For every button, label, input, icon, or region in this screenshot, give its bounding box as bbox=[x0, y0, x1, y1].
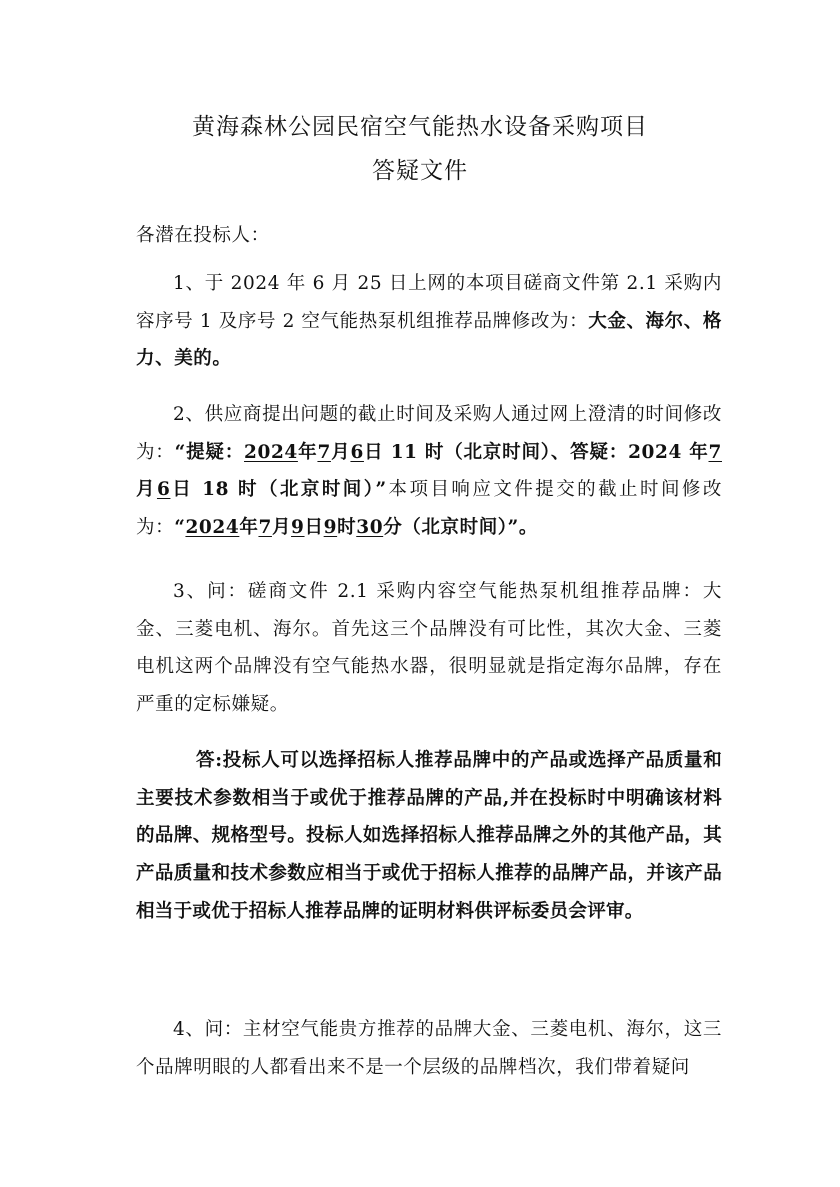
salutation: 各潜在投标人： bbox=[136, 225, 270, 246]
paragraph-3-answer: 答:投标人可以选择招标人推荐品牌中的产品或选择产品质量和主要技术参数相当于或优于推荐品牌的产品,并在投标时中明确该材料的品牌、规格型号。投标人如选择招标人推荐品牌之外的其他产品，其产品质量和技术参数应相当于或优于招标人推荐的品牌产品，并该产品相当于或优于招标人推荐品牌的证明材料供评标委员会评审。 bbox=[136, 750, 722, 922]
paragraph-3-question: 3、问：磋商文件 2.1 采购内容空气能热泵机组推荐品牌：大金、三菱电机、海尔。首先这三个品牌没有可比性，其次大金、三菱电机这两个品牌没有空气能热水器，很明显就是指定海尔品牌，存在严重的定标嫌疑。 bbox=[136, 581, 722, 716]
document-subtitle: 答疑文件 bbox=[372, 158, 468, 184]
paragraph-4-question: 4、问：主材空气能贵方推荐的品牌大金、三菱电机、海尔，这三个品牌明眼的人都看出来不是一个层级的品牌档次，我们带着疑问 bbox=[136, 1019, 722, 1078]
recommended-brands: 大金、海尔、格力、美的。 bbox=[136, 310, 723, 370]
paragraph-1 bbox=[136, 265, 722, 378]
paragraph-2 bbox=[136, 396, 722, 547]
paragraph-2-intro: 2、供应商提出问题的截止时间及采购人通过网上澄清的时间修改为： bbox=[136, 404, 722, 463]
submission-deadline: “2024年7月9日9时30分（北京时间）”。 bbox=[174, 517, 538, 539]
document-title: 黄海森林公园民宿空气能热水设备采购项目 bbox=[192, 114, 648, 140]
paragraph-1-text: 1、于 2024 年 6 月 25 日上网的本项目磋商文件第 2.1 采购内容序号 1 及序号 2 空气能热泵机组推荐品牌修改为： bbox=[136, 273, 722, 332]
question-deadline: “提疑：2024年7月6日 11 时（北京时间）、答疑：2024 年7月6日 18 时（北京时间）” bbox=[136, 441, 722, 501]
paragraph-2-middle: 本项目响应文件提交的截止时间修改为： bbox=[136, 479, 722, 539]
